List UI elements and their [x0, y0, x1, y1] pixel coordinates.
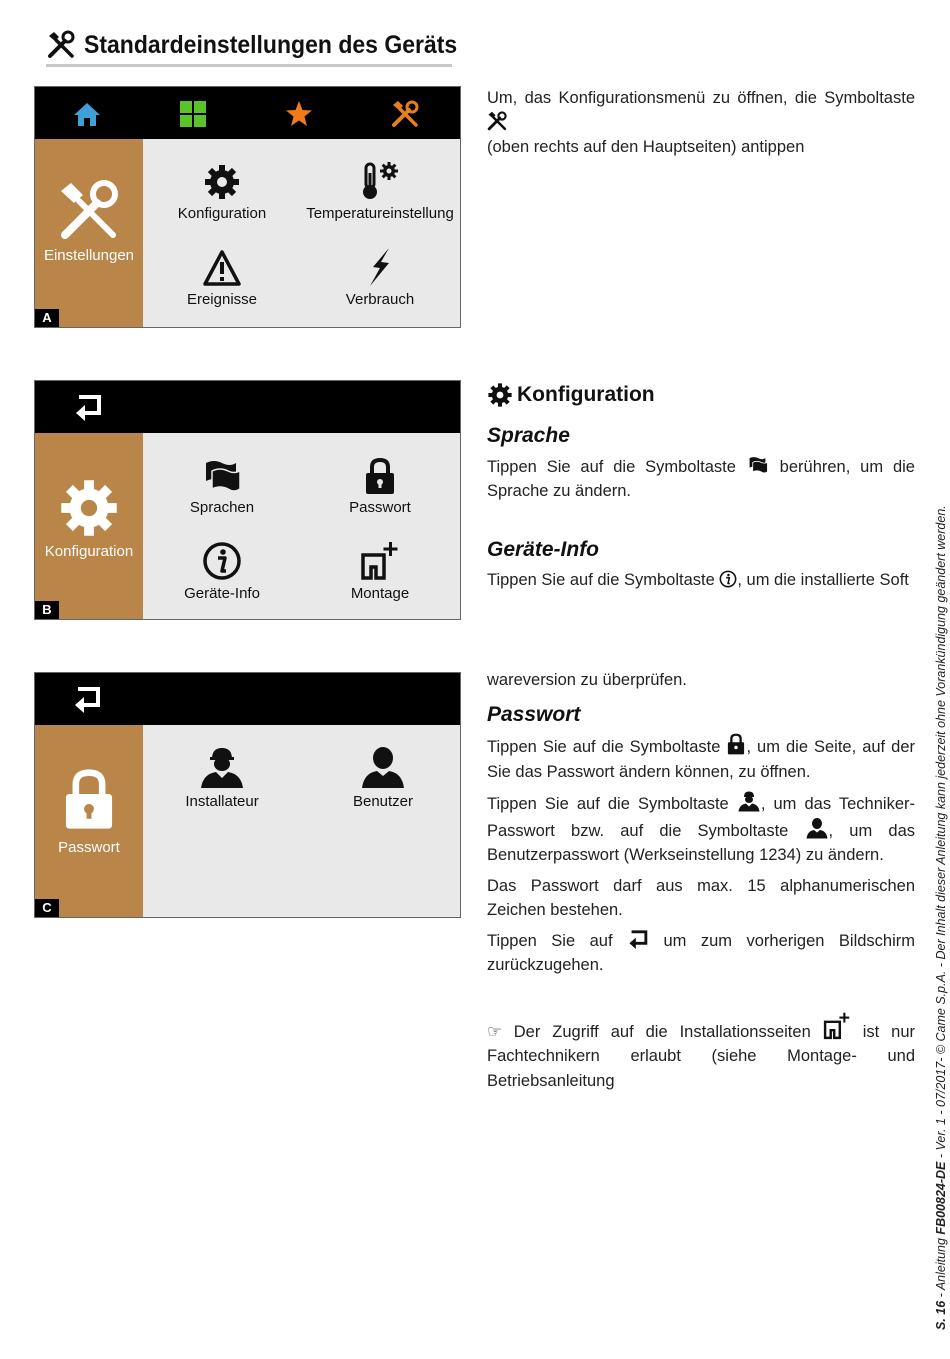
gear-icon	[203, 163, 241, 201]
screen-a-topbar	[35, 87, 460, 139]
screen-c-content	[143, 725, 460, 917]
info-text: Tippen Sie auf die Symboltaste , um die installierte Soft	[487, 571, 909, 589]
screen-letter: C	[35, 899, 59, 917]
sidebar-label: Passwort	[58, 839, 120, 856]
tools-icon	[487, 111, 507, 131]
page-title: Standardeinstellungen des Geräts	[84, 30, 458, 59]
installation-icon	[360, 541, 400, 581]
lock-icon	[726, 733, 746, 755]
page-heading	[46, 30, 490, 60]
passwort-text-2: Tippen Sie auf die Symboltaste , um das Techniker-Passwort bzw. auf die Symboltaste , um das Benutzerpasswort (Werkseinstellung 1234) zu ändern.	[487, 790, 915, 868]
screen-c-sidebar	[35, 725, 143, 917]
screen-c	[34, 672, 461, 918]
screen-b-content	[143, 433, 460, 619]
tools-icon	[35, 179, 143, 243]
screen-letter: B	[35, 601, 59, 619]
tile-temperatureinstellung[interactable]: Temperatureinstellung	[301, 161, 459, 222]
tile-installateur[interactable]: Installateur	[143, 745, 301, 810]
section-title: Konfiguration	[487, 382, 915, 408]
back-icon[interactable]	[72, 684, 102, 714]
gear-icon	[487, 382, 513, 408]
sidebar-label: Einstellungen	[43, 247, 135, 264]
info-title: Geräte-Info	[487, 537, 600, 561]
screen-a-sidebar	[35, 139, 143, 327]
screen-b-topbar	[35, 381, 460, 433]
tile-benutzer[interactable]: Benutzer	[304, 745, 461, 810]
installation-icon	[823, 1012, 851, 1040]
intro-text: Um, das Konfigurationsmenü zu öffnen, die Symboltaste (oben rechts auf den Hauptseiten) antippen	[487, 89, 915, 156]
konfiguration-section	[487, 382, 915, 593]
screen-a-content	[143, 139, 460, 327]
lock-icon	[363, 457, 397, 495]
flags-icon	[202, 457, 242, 495]
installer-icon	[737, 790, 761, 812]
tools-icon	[46, 30, 76, 60]
info-text-continued: wareversion zu überprüfen.	[487, 671, 687, 689]
tile-geraete-info[interactable]: Geräte-Info	[143, 541, 301, 602]
screen-b	[34, 380, 461, 620]
sidebar-label: Konfiguration	[44, 543, 134, 560]
passwort-text-1: Tippen Sie auf die Symboltaste , um die Seite, auf der Sie das Passwort ändern können, zu öffnen.	[487, 733, 915, 784]
lock-icon	[35, 767, 143, 831]
note-text: ☞ Der Zugriff auf die Installationsseiten ist nur Fachtechnikern erlaubt (siehe Montage- und Betriebsanleitung	[487, 1012, 915, 1094]
tile-sprachen[interactable]: Sprachen	[143, 455, 301, 516]
user-icon	[360, 745, 406, 789]
screen-a	[34, 86, 461, 328]
passwort-title: Passwort	[487, 702, 581, 726]
lightning-icon	[365, 247, 395, 287]
installer-icon	[199, 745, 245, 789]
tile-konfiguration[interactable]: Konfiguration	[143, 161, 301, 222]
heading-underline	[46, 64, 452, 67]
grid-icon[interactable]	[178, 99, 208, 129]
passwort-section	[487, 668, 915, 1093]
tile-verbrauch[interactable]: Verbrauch	[301, 247, 459, 308]
gear-icon	[35, 477, 143, 539]
screen-c-topbar	[35, 673, 460, 725]
tile-passwort[interactable]: Passwort	[301, 455, 459, 516]
info-icon	[202, 541, 242, 581]
sprache-title: Sprache	[487, 424, 570, 447]
info-icon	[719, 570, 737, 588]
screen-b-sidebar	[35, 433, 143, 619]
user-icon	[805, 817, 829, 839]
tools-icon[interactable]	[390, 99, 420, 129]
home-icon[interactable]	[72, 99, 102, 129]
vertical-footer: S. 16 - Anleitung FB00824-DE - Ver. 1 - 07/2017- © Came S.p.A. - Der Inhalt dieser Anleitung kann jederzeit ohne Vorankündigung geändert werden.	[934, 505, 948, 1330]
back-icon	[627, 929, 649, 949]
sprache-text: Tippen Sie auf die Symboltaste berühren, um die Sprache zu ändern.	[487, 455, 915, 504]
warning-icon	[202, 249, 242, 287]
tile-montage[interactable]: Montage	[301, 541, 459, 602]
tile-ereignisse[interactable]: Ereignisse	[143, 247, 301, 308]
passwort-text-3: Das Passwort darf aus max. 15 alphanumerischen Zeichen bestehen.	[487, 876, 915, 919]
screen-letter: A	[35, 309, 59, 327]
flags-icon	[746, 455, 770, 475]
thermometer-gear-icon	[360, 161, 400, 201]
back-text: Tippen Sie auf um zum vorherigen Bildschirm zurückzugehen.	[487, 929, 915, 978]
star-icon[interactable]	[284, 99, 314, 129]
back-icon[interactable]	[73, 392, 103, 422]
